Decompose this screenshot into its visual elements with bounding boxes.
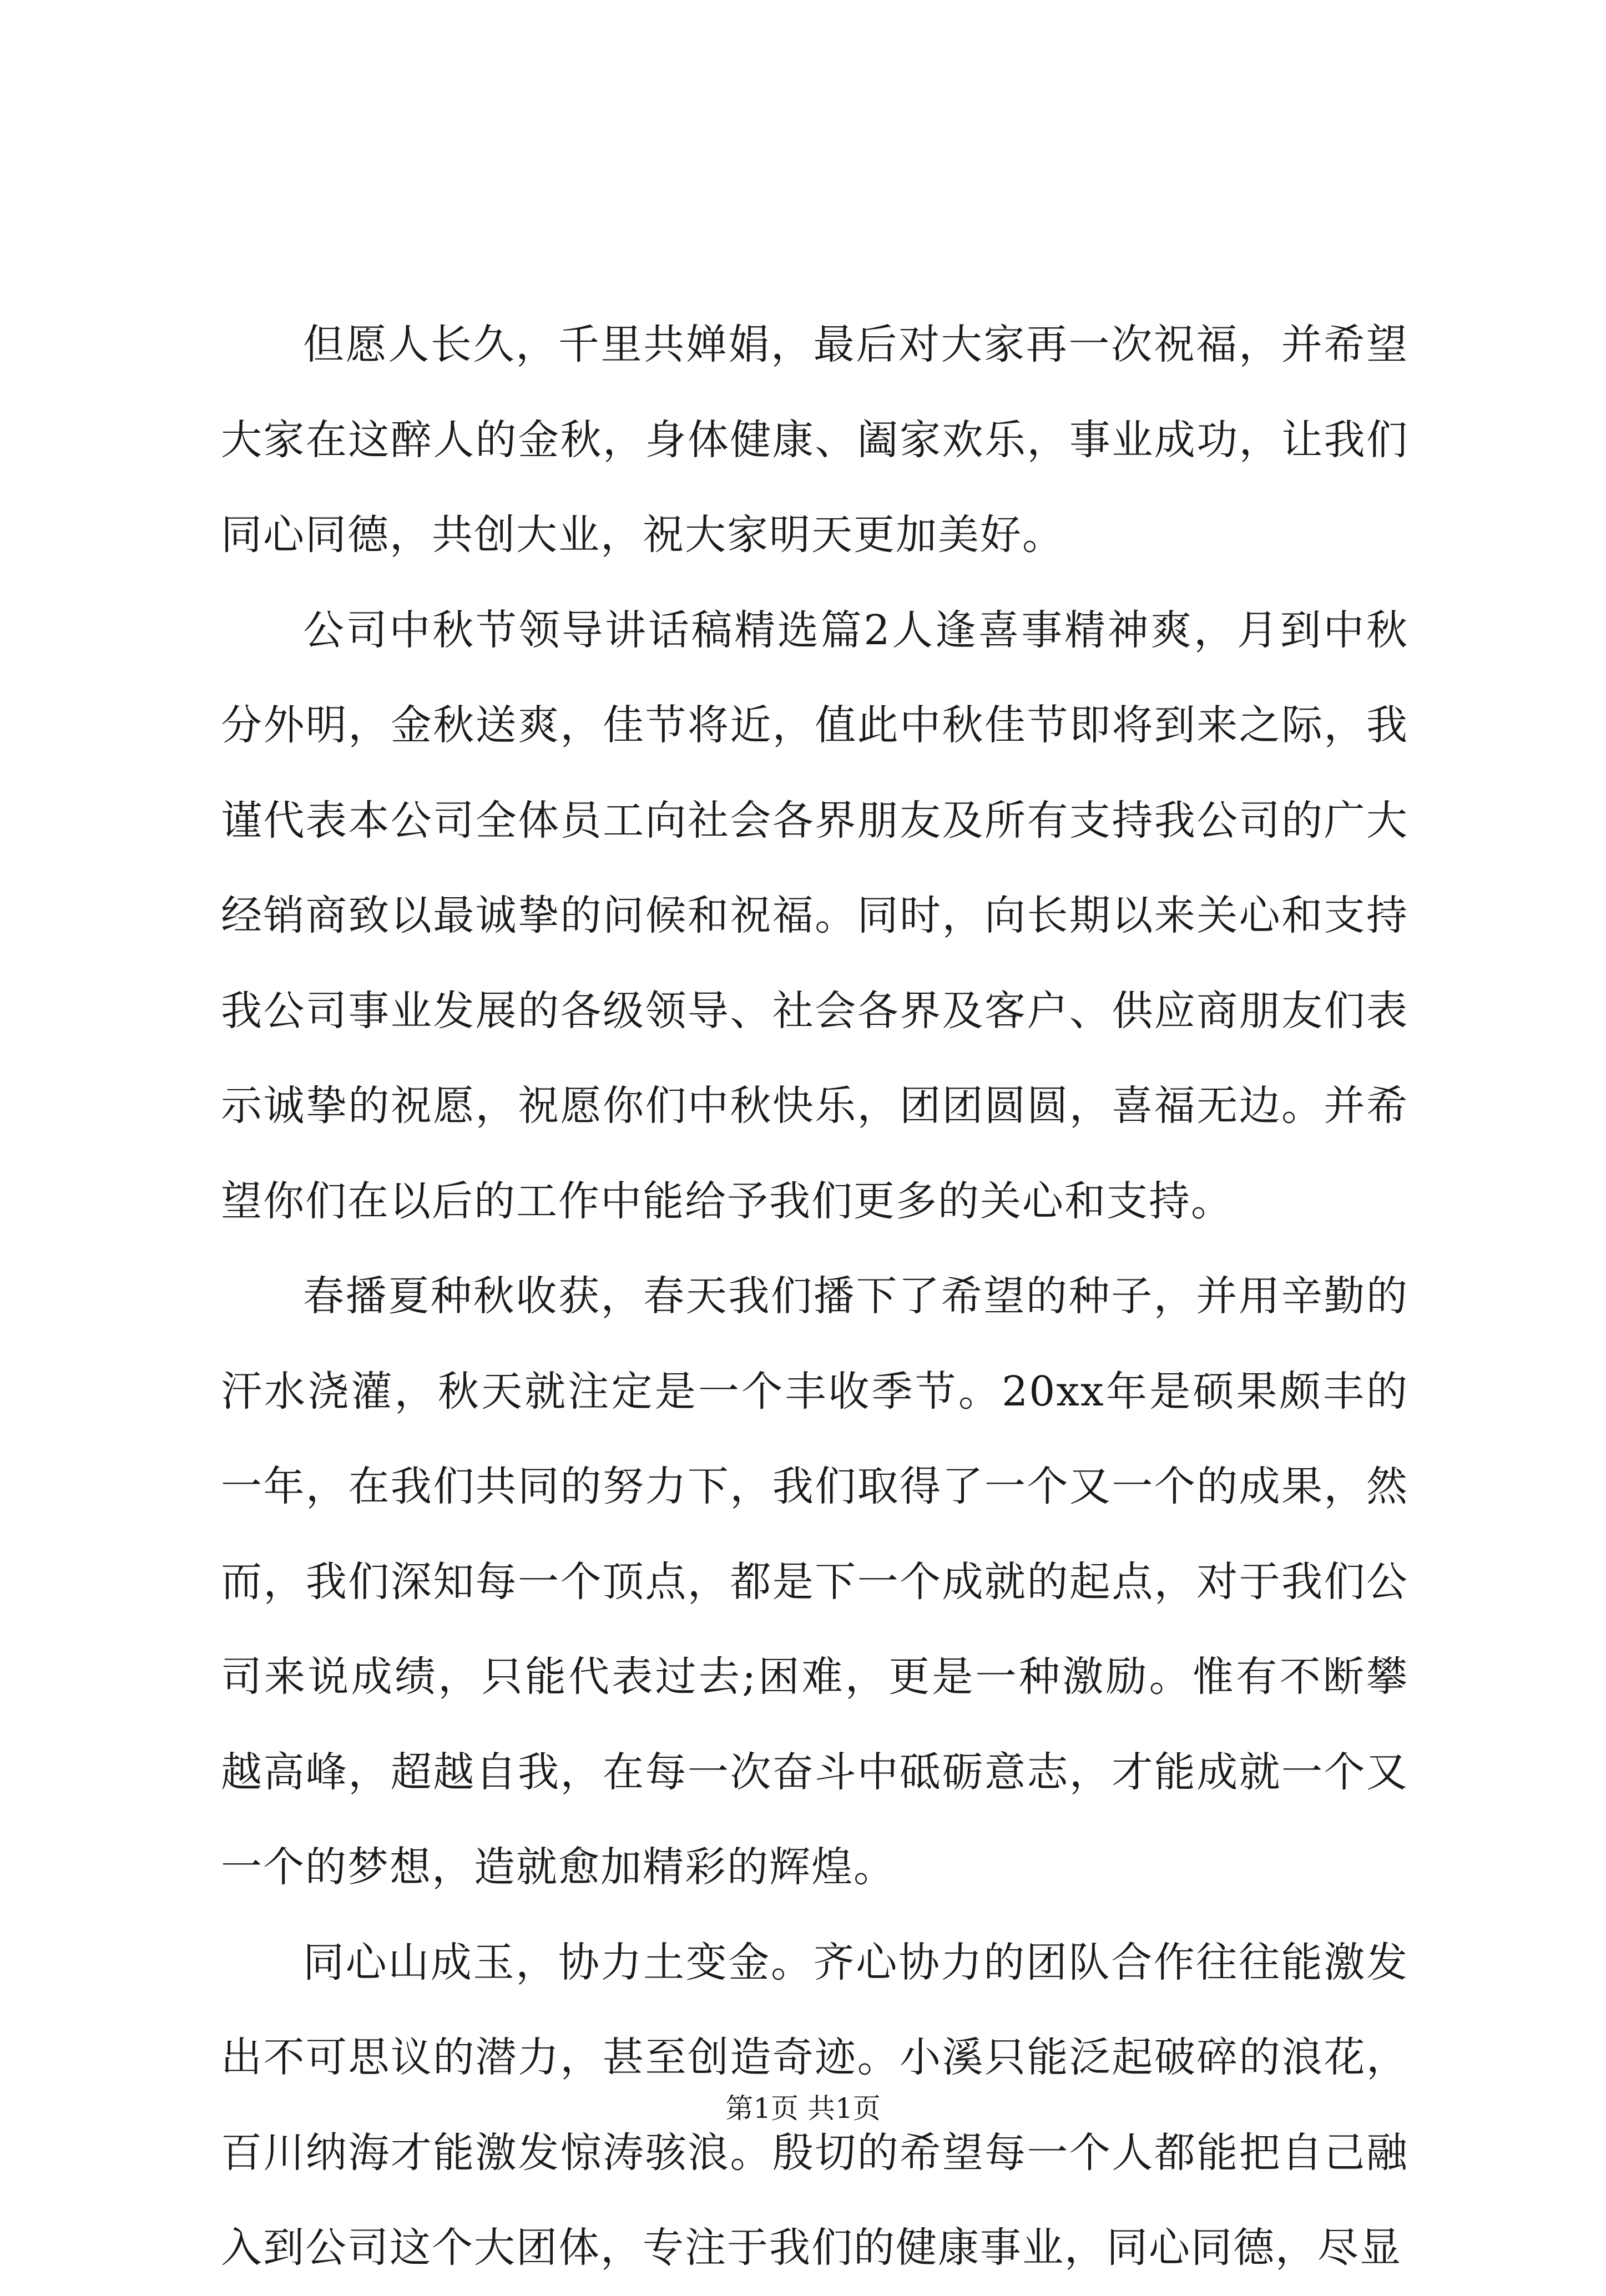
document-body bbox=[221, 297, 1408, 2296]
page-number-footer: 第1页 共1页 bbox=[725, 2092, 881, 2125]
paragraph-3: 春播夏种秋收获，春天我们播下了希望的种子，并用辛勤的汗水浇灌，秋天就注定是一个丰收季节。20xx年是硕果颇丰的一年，在我们共同的努力下，我们取得了一个又一个的成果，然而，我们深知每一个顶点，都是下一个成就的起点，对于我们公司来说成绩，只能代表过去;困难，更是一种激励。惟有不断攀越高峰，超越自我，在每一次奋斗中砥砺意志，才能成就一个又一个的梦想，造就愈加精彩的辉煌。 bbox=[221, 1272, 1408, 1891]
paragraph-4: 同心山成玉，协力土变金。齐心协力的团队合作往往能激发出不可思议的潜力，甚至创造奇迹。小溪只能泛起破碎的浪花，百川纳海才能激发惊涛骇浪。殷切的希望每一个人都能把自己融入到公司这个大团体，专注于我们的健康事业，同心同德，尽显 bbox=[221, 1938, 1408, 2272]
paragraph-2: 公司中秋节领导讲话稿精选篇2人逢喜事精神爽，月到中秋分外明，金秋送爽，佳节将近，值此中秋佳节即将到来之际，我谨代表本公司全体员工向社会各界朋友及所有支持我公司的广大经销商致以最诚挚的问候和祝福。同时，向长期以来关心和支持我公司事业发展的各级领导、社会各界及客户、供应商朋友们表示诚挚的祝愿，祝愿你们中秋快乐，团团圆圆，喜福无边。并希望你们在以后的工作中能给予我们更多的关心和支持。 bbox=[221, 606, 1408, 1225]
paragraph-1: 但愿人长久，千里共婵娟，最后对大家再一次祝福，并希望大家在这醉人的金秋，身体健康、阖家欢乐，事业成功，让我们同心同德，共创大业，祝大家明天更加美好。 bbox=[221, 321, 1408, 559]
